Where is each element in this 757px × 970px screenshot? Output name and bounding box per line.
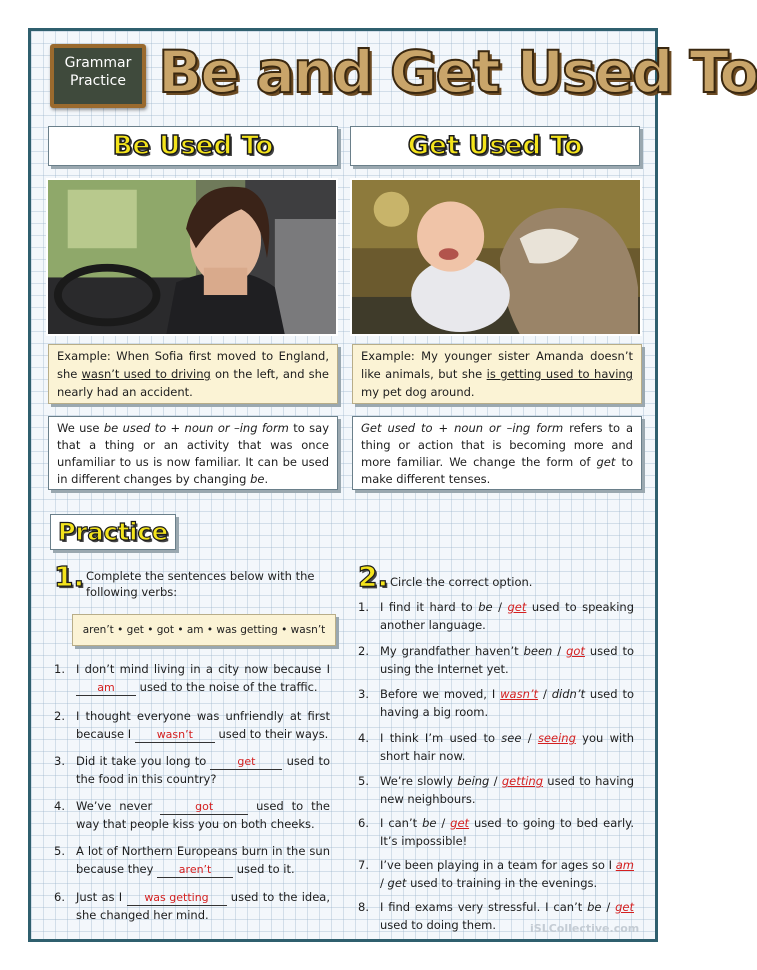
rule-be-used-to (48, 416, 338, 490)
option-1[interactable]: see (501, 731, 522, 745)
item-number: 1. (358, 600, 369, 614)
example-get-used-to (352, 344, 642, 404)
item-number: 6. (358, 816, 369, 830)
photo-baby-and-dog (350, 178, 642, 336)
option-2[interactable]: get (615, 900, 634, 914)
item-text-after: used to speaking another language. (380, 600, 634, 632)
option-2[interactable]: get (507, 600, 527, 614)
option-2[interactable]: getting (501, 774, 544, 788)
item-number: 5. (358, 774, 369, 788)
answer-blank[interactable]: got (160, 800, 248, 815)
example-left-text-2: on the left, and she nearly had an accident. (57, 367, 329, 399)
item-text-after: used to the way that people kiss you on both cheeks. (76, 799, 330, 831)
item-text-after: used to it. (233, 862, 295, 876)
item-text-before: I’ve been playing in a team for ages so I (380, 858, 616, 872)
item-text-before: I don’t mind living in a city now because I (76, 662, 330, 676)
item-number: 3. (54, 754, 65, 768)
photo-woman-driving (46, 178, 338, 336)
option-separator: / (552, 644, 567, 658)
item-text-before: I can’t (380, 816, 423, 830)
item-text-before: I think I’m used to (380, 731, 502, 745)
item-text (76, 797, 330, 833)
item-number: 1. (54, 662, 65, 676)
option-1[interactable]: be (478, 600, 493, 614)
item-text-before: A lot of Northern Europeans burn in the sun because they (76, 844, 330, 876)
item-text-after: used to using the Internet yet. (380, 644, 634, 676)
item-text-after: you with short hair now. (380, 731, 635, 763)
answer-blank[interactable]: aren’t (157, 863, 233, 878)
item-text-before: My grandfather haven’t (380, 644, 524, 658)
option-separator: / (601, 900, 616, 914)
section-2-instructions: Circle the correct option. (390, 575, 533, 589)
item-text (380, 856, 634, 892)
rule-left-b: be used to + noun or –ing form (103, 421, 289, 435)
option-separator: / (521, 731, 538, 745)
item-number: 4. (54, 799, 65, 813)
option-1[interactable]: been (523, 644, 553, 658)
item-text-after: used to the idea, she changed her mind. (76, 890, 331, 922)
item-text-before: We’ve never (76, 799, 161, 813)
heading-get-used-to: Get Used To (350, 126, 640, 166)
item-number: 7. (358, 858, 369, 872)
answer-blank[interactable]: get (210, 755, 282, 770)
option-separator: / (489, 774, 502, 788)
option-separator: / (380, 876, 388, 890)
option-2[interactable]: got (566, 644, 585, 658)
item-text (76, 660, 330, 696)
item-text (76, 752, 330, 788)
option-separator: / (538, 687, 552, 701)
item-text (380, 598, 634, 634)
item-number: 3. (358, 687, 369, 701)
verb-bank: aren’t • get • got • am • was getting • wasn’t (72, 614, 336, 646)
section-1-instructions: Complete the sentences below with the following verbs: (86, 569, 315, 599)
item-number: 6. (54, 890, 65, 904)
item-number: 8. (358, 900, 369, 914)
option-1[interactable]: wasn’t (500, 687, 539, 701)
example-be-used-to (48, 344, 338, 404)
item-text-after: used to having a big room. (380, 687, 635, 719)
rule-left-a: We use (57, 421, 104, 435)
page-title: Be and Get Used To (158, 38, 757, 106)
item-text-after: used to their ways. (214, 727, 329, 741)
section-1-number: 1. (54, 560, 85, 593)
item-text-before: Did it take you long to (76, 754, 211, 768)
item-text-before: I thought everyone was unfriendly at first because I (76, 709, 330, 741)
practice-heading: Practice (50, 514, 176, 550)
item-text-before: We’re slowly (380, 774, 458, 788)
answer-blank[interactable]: was getting (127, 891, 227, 906)
item-text-before: Before we moved, I (380, 687, 501, 701)
option-1[interactable]: being (457, 774, 490, 788)
rule-left-d: be (250, 472, 265, 486)
example-right-text-1: Example: My younger sister Amanda doesn’t like animals, but she (361, 349, 633, 381)
item-text-before: I find exams very stressful. I can’t (380, 900, 588, 914)
rule-right-c: get (596, 455, 616, 469)
item-text (76, 707, 330, 743)
option-2[interactable]: get (450, 816, 470, 830)
item-text (380, 729, 634, 765)
rule-right-d: to make different tenses. (361, 455, 634, 486)
item-number: 5. (54, 844, 65, 858)
badge-line1: Grammar (64, 55, 132, 71)
item-number: 4. (358, 731, 369, 745)
rule-right-b: refers to a thing or action that is becoming more and more familiar. We change the form of (361, 421, 633, 469)
item-text (380, 642, 634, 678)
heading-be-used-to: Be Used To (48, 126, 338, 166)
badge-line2: Practice (70, 73, 126, 89)
option-separator: / (492, 600, 508, 614)
item-text-after: used to doing them. (380, 918, 497, 932)
rule-left-c: to say that a thing or an activity that was once unfamiliar to us is now familiar. It can be used in different changes by changing (57, 421, 329, 486)
item-text (380, 685, 634, 721)
grammar-practice-badge (50, 44, 146, 108)
item-text-after: used to the noise of the traffic. (136, 680, 318, 694)
section-2-number: 2. (358, 560, 389, 593)
option-1[interactable]: be (587, 900, 602, 914)
option-1[interactable]: be (422, 816, 437, 830)
option-1[interactable]: am (615, 858, 634, 872)
option-2[interactable]: seeing (537, 731, 576, 745)
item-number: 2. (54, 709, 65, 723)
item-text-after: used to training in the evenings. (406, 876, 598, 890)
example-right-text-2: my pet dog around. (361, 385, 475, 399)
option-2[interactable]: didn’t (551, 687, 585, 701)
answer-blank[interactable]: am (76, 681, 136, 696)
item-text (380, 814, 634, 850)
answer-blank[interactable]: wasn’t (135, 728, 215, 743)
watermark: iSLCollective.com (530, 922, 640, 935)
option-separator: / (436, 816, 451, 830)
item-text-before: Just as I (76, 890, 127, 904)
item-text-after: used to going to bed early. It’s impossible! (380, 816, 635, 848)
option-2[interactable]: get (387, 876, 407, 890)
rule-right-a: Get used to + noun or –ing form (361, 421, 564, 435)
rule-left-e: . (264, 472, 269, 486)
item-text-after: used to having new neighbours. (380, 774, 635, 806)
item-text (380, 772, 634, 808)
example-left-underlined: wasn’t used to driving (81, 367, 211, 381)
rule-get-used-to (352, 416, 642, 490)
item-text-before: I find it hard to (380, 600, 479, 614)
item-text (76, 842, 330, 878)
item-text-after: used to the food in this country? (76, 754, 330, 786)
item-text (76, 888, 330, 924)
item-number: 2. (358, 644, 369, 658)
example-left-text-1: Example: When Sofia first moved to England, she (57, 349, 329, 381)
example-right-underlined: is getting used to having (486, 367, 633, 381)
